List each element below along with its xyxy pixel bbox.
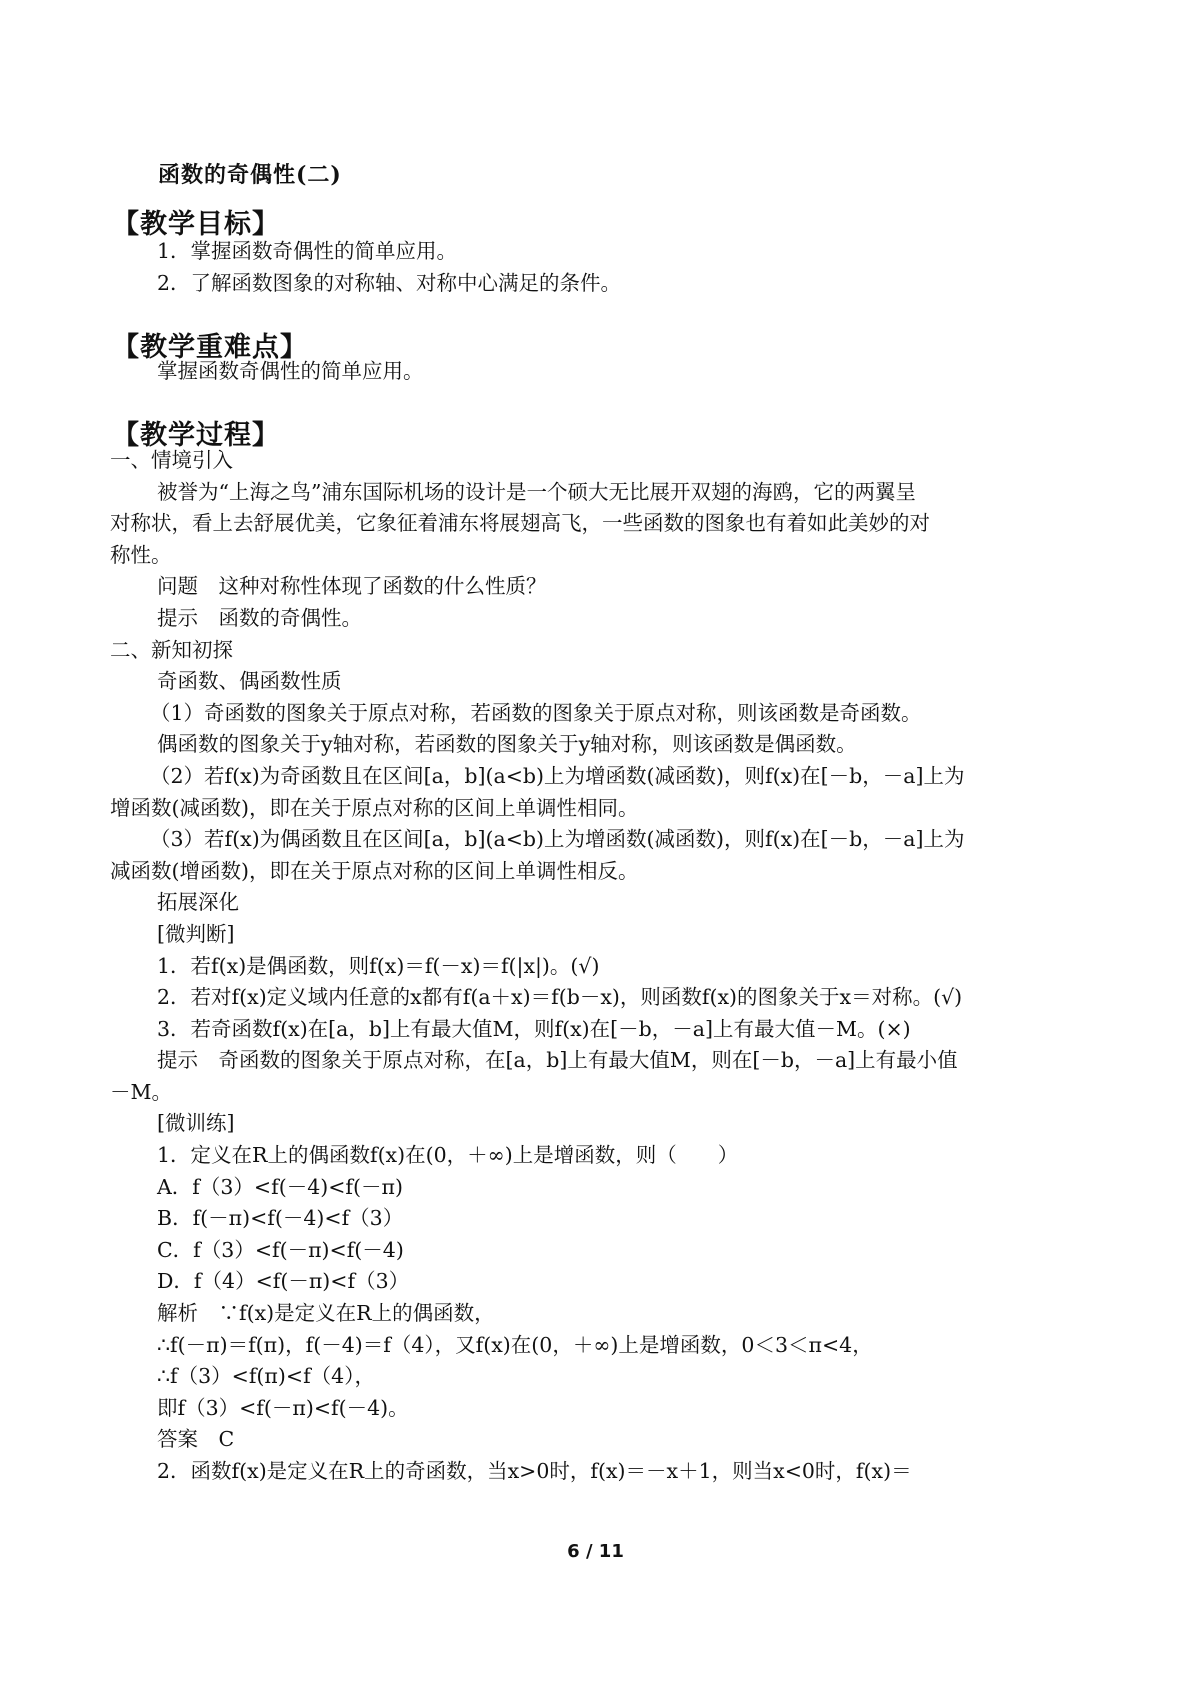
section-heading-process: 【教学过程】 [112, 420, 280, 451]
solution-line: ∴f（3）<f(π)<f（4）， [157, 1364, 375, 1389]
hint-line: 提示 奇函数的图象关于原点对称，在[a，b]上有最大值M，则在[－b，－a]上有最小值 [157, 1048, 958, 1073]
solution-line: ∴f(－π)＝f(π)，f(－4)＝f（4），又f(x)在(0，＋∞)上是增函数，0＜3＜π<4， [157, 1332, 873, 1357]
goal-item: 2．了解函数图象的对称轴、对称中心满足的条件。 [157, 270, 622, 295]
exercise-question: 1．定义在R上的偶函数f(x)在(0，＋∞)上是增函数，则（ ） [157, 1143, 739, 1168]
process-content [110, 445, 1100, 1488]
hint-line: －M。 [110, 1079, 172, 1104]
property-line: 偶函数的图象关于y轴对称，若函数的图象关于y轴对称，则该函数是偶函数。 [157, 732, 857, 757]
property-line: （2）若f(x)为奇函数且在区间[a，b](a<b)上为增函数(减函数)，则f(x)在[－b，－a]上为 [150, 763, 965, 788]
subsection-label: 拓展深化 [157, 890, 239, 915]
section-heading-key: 【教学重难点】 [112, 332, 308, 363]
exercise-option: A．f（3）<f(－4)<f(－π) [157, 1174, 403, 1199]
paragraph-line: 奇函数、偶函数性质 [157, 669, 342, 694]
property-line: （3）若f(x)为偶函数且在区间[a，b](a<b)上为增函数(减函数)，则f(x)在[－b，－a]上为 [150, 827, 965, 852]
section-heading-goal: 【教学目标】 [112, 209, 280, 240]
key-text: 掌握函数奇偶性的简单应用。 [157, 359, 424, 383]
paragraph-line: 对称状，看上去舒展优美，它象征着浦东将展翅高飞，一些函数的图象也有着如此美妙的对 [110, 511, 930, 536]
exercise-option: B．f(－π)<f(－4)<f（3） [157, 1206, 404, 1231]
subsection-heading: 二、新知初探 [110, 637, 233, 662]
paragraph-line: 被誉为“上海之鸟”浦东国际机场的设计是一个硕大无比展开双翅的海鸥，它的两翼呈 [157, 479, 916, 504]
paragraph-line: 称性。 [110, 542, 172, 567]
solution-line: 即f（3）<f(－π)<f(－4)。 [157, 1395, 409, 1420]
property-line: 减函数(增函数)，即在关于原点对称的区间上单调性相反。 [110, 858, 639, 883]
key-points [110, 356, 1100, 388]
judgement-item: 3．若奇函数f(x)在[a，b]上有最大值M，则f(x)在[－b，－a]上有最大值－M。(×) [157, 1016, 911, 1041]
exercise-option: C．f（3）<f(－π)<f(－4) [157, 1237, 404, 1262]
property-line: 增函数(减函数)，即在关于原点对称的区间上单调性相同。 [110, 795, 639, 820]
judgement-item: 2．若对f(x)定义域内任意的x都有f(a＋x)＝f(b－x)，则函数f(x)的图象关于x＝对称。(√) [157, 985, 963, 1010]
question-line: 问题 这种对称性体现了函数的什么性质？ [157, 574, 547, 599]
subsection-heading: 一、情境引入 [110, 448, 233, 472]
hint-line: 提示 函数的奇偶性。 [157, 605, 362, 630]
goal-list [110, 236, 1100, 299]
page-title: 函数的奇偶性(二) [158, 162, 342, 188]
subsection-label: [微训练] [157, 1111, 235, 1136]
subsection-label: [微判断] [157, 921, 235, 946]
property-line: （1）奇函数的图象关于原点对称，若函数的图象关于原点对称，则该函数是奇函数。 [150, 700, 922, 725]
answer-line: 答案 C [157, 1427, 235, 1452]
page-number: 6 / 11 [567, 1541, 624, 1562]
goal-item: 1．掌握函数奇偶性的简单应用。 [157, 239, 458, 263]
judgement-item: 1．若f(x)是偶函数，则f(x)＝f(－x)＝f(|x|)。(√) [157, 953, 600, 978]
exercise-question: 2．函数f(x)是定义在R上的奇函数，当x>0时，f(x)＝－x＋1，则当x<0时，f(x)＝ [157, 1459, 912, 1483]
solution-line: 解析 ∵f(x)是定义在R上的偶函数， [157, 1301, 495, 1326]
exercise-option: D．f（4）<f(－π)<f（3） [157, 1269, 410, 1294]
